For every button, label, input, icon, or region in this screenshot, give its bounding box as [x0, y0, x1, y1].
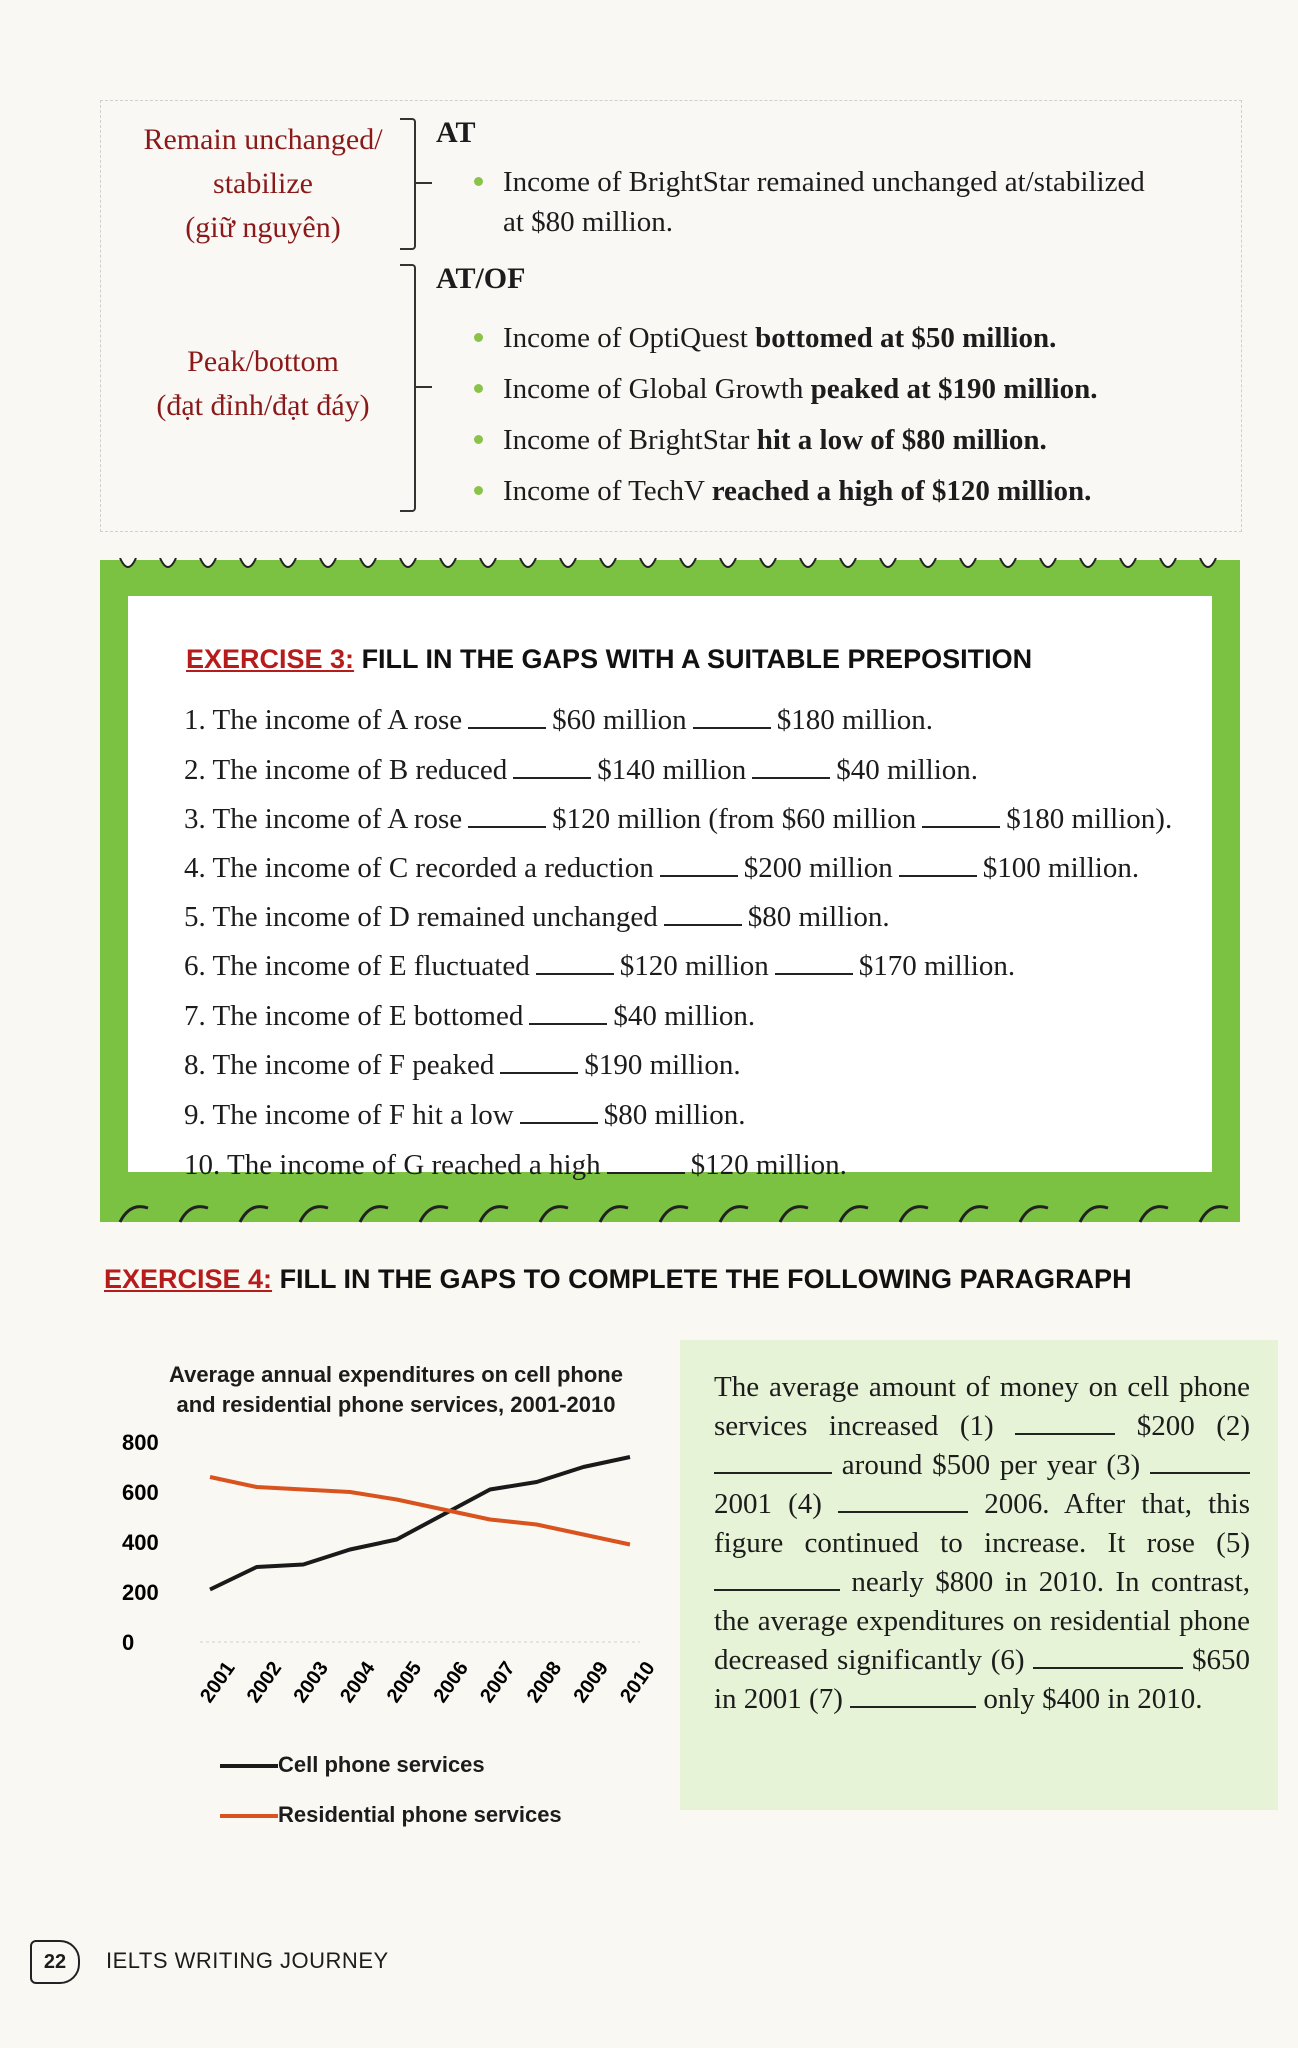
x-tick-label: 2008 — [522, 1657, 567, 1707]
answer-gap[interactable] — [660, 874, 738, 877]
exercise3-item-5 — [184, 901, 890, 934]
item-text: 5. The income of D remained unchanged — [184, 901, 658, 933]
paragraph-text: $200 (2) — [1136, 1410, 1251, 1442]
series-line-residential-phone — [210, 1477, 630, 1545]
brace-tick — [414, 386, 432, 388]
legend-swatch-residential — [220, 1814, 278, 1818]
answer-gap[interactable] — [664, 923, 742, 926]
stamp-bottom-edge — [100, 1198, 1240, 1224]
x-tick-label: 2009 — [569, 1657, 613, 1707]
paragraph-text: $650 in 2001 (7) — [714, 1644, 1251, 1715]
exercise3-item-8 — [184, 1049, 741, 1082]
y-tick-label: 0 — [122, 1630, 135, 1655]
exercise3-item-4 — [184, 852, 1139, 885]
example-text: Income of Global Growth — [503, 373, 811, 405]
example-text: Income of TechV — [503, 475, 712, 507]
example-brightstar-low — [474, 420, 1047, 460]
paragraph-text: nearly $800 in 2010. In contrast, the average expenditures on residential phone decreased significantly (6) — [714, 1566, 1250, 1676]
example-bold: reached a high of $120 million. — [711, 475, 1092, 507]
stamp-top-edge — [100, 558, 1240, 582]
x-tick-label: 2001 — [196, 1657, 240, 1707]
answer-gap[interactable] — [536, 972, 614, 975]
answer-gap[interactable] — [607, 1171, 685, 1174]
answer-gap[interactable] — [520, 1121, 598, 1124]
legend-cell-phone — [220, 1752, 485, 1778]
item-text: $40 million. — [613, 1000, 756, 1032]
exercise3-item-9 — [184, 1099, 746, 1132]
paragraph-text: around $500 per year (3) — [841, 1449, 1141, 1481]
item-text: 1. The income of A rose — [184, 704, 463, 736]
x-tick-label: 2004 — [336, 1657, 380, 1707]
example-brightstar-stabilized — [474, 162, 1145, 202]
x-tick-label: 2007 — [476, 1657, 520, 1707]
y-tick-label: 800 — [122, 1430, 159, 1455]
y-tick-label: 400 — [122, 1530, 159, 1555]
exercise3-panel — [128, 596, 1212, 1181]
paragraph-text: The average amount of money on cell phone services increased (1) — [714, 1371, 1250, 1442]
example-bold: bottomed at $50 million. — [755, 322, 1057, 354]
exercise3-item-10 — [184, 1149, 847, 1182]
item-text: $170 million. — [858, 950, 1016, 982]
example-continuation: at $80 million. — [503, 206, 673, 238]
term-line: (giữ nguyên) — [185, 211, 341, 244]
exercise4-label: EXERCISE 4: — [104, 1264, 273, 1294]
preposition-at: AT — [436, 116, 476, 149]
answer-gap[interactable] — [899, 874, 977, 877]
exercise3-title-text: FILL IN THE GAPS WITH A SUITABLE PREPOSITION — [354, 644, 1033, 674]
item-text: 4. The income of C recorded a reduction — [184, 852, 654, 884]
bullet-icon — [474, 333, 483, 342]
example-text: Income of BrightStar — [503, 424, 757, 456]
answer-gap-5[interactable] — [714, 1588, 840, 1591]
book-title: IELTS WRITING JOURNEY — [106, 1948, 389, 1973]
exercise3-title — [186, 644, 1032, 675]
example-global-growth — [474, 369, 1097, 409]
item-text: 7. The income of E bottomed — [184, 1000, 524, 1032]
item-text: $120 million (from $60 million — [552, 803, 917, 835]
term-line: Remain unchanged/ — [143, 123, 383, 156]
term-line: Peak/bottom — [187, 345, 339, 378]
exercise4-title-text: FILL IN THE GAPS TO COMPLETE THE FOLLOWING PARAGRAPH — [272, 1264, 1132, 1294]
item-text: $40 million. — [836, 754, 979, 786]
item-text: 10. The income of G reached a high — [184, 1149, 601, 1181]
term-line: stabilize — [213, 167, 313, 200]
term-remain-unchanged — [118, 118, 408, 250]
answer-gap-3[interactable] — [1150, 1471, 1250, 1474]
brace-group1 — [400, 118, 416, 250]
paragraph-text: 2006. After that, this figure continued to increase. It rose (5) — [714, 1488, 1251, 1559]
y-tick-label: 200 — [122, 1580, 159, 1605]
chart-title — [136, 1360, 656, 1420]
paragraph-text: only $400 in 2010. — [983, 1683, 1203, 1715]
term-line: (đạt đỉnh/đạt đáy) — [156, 389, 370, 422]
page-number: 22 — [30, 1940, 80, 1984]
chart-title-line: and residential phone services, 2001-2010 — [176, 1392, 616, 1417]
x-tick-label: 2010 — [616, 1657, 660, 1707]
bullet-icon — [474, 384, 483, 393]
answer-gap-1[interactable] — [1015, 1432, 1115, 1435]
series-line-cell-phone — [210, 1457, 630, 1590]
item-text: 8. The income of F peaked — [184, 1049, 495, 1081]
brace-group2 — [400, 264, 416, 512]
legend-swatch-cell — [220, 1764, 278, 1768]
item-text: $120 million. — [690, 1149, 847, 1181]
exercise3-stamp-frame — [100, 560, 1240, 1222]
x-tick-label: 2006 — [429, 1657, 473, 1707]
example-bold: hit a low of $80 million. — [756, 424, 1047, 456]
exercise4-title — [104, 1264, 1132, 1295]
item-text: 6. The income of E fluctuated — [184, 950, 530, 982]
preposition-at-of: AT/OF — [436, 262, 526, 295]
legend-label: Cell phone services — [278, 1752, 485, 1777]
example-text: Income of BrightStar remained unchanged at/stabilized — [503, 166, 1145, 198]
exercise3-item-7 — [184, 1000, 755, 1033]
item-text: $190 million. — [584, 1049, 741, 1081]
brace-tick — [414, 182, 432, 184]
item-text: $180 million). — [1006, 803, 1173, 835]
answer-gap[interactable] — [500, 1071, 578, 1074]
exercise3-item-2 — [184, 754, 978, 787]
answer-gap-4[interactable] — [838, 1510, 968, 1513]
answer-gap-7[interactable] — [850, 1705, 976, 1708]
item-text: $180 million. — [776, 704, 933, 736]
answer-gap-2[interactable] — [714, 1471, 832, 1474]
chart-title-line: Average annual expenditures on cell phone — [169, 1362, 623, 1387]
chart-plot — [110, 1430, 670, 1760]
answer-gap[interactable] — [752, 776, 830, 779]
exercise3-item-1 — [184, 704, 933, 737]
item-text: $60 million — [552, 704, 687, 736]
answer-gap[interactable] — [468, 726, 546, 729]
item-text: $200 million — [743, 852, 893, 884]
x-tick-label: 2003 — [289, 1657, 333, 1707]
example-bold: peaked at $190 million. — [810, 373, 1098, 405]
item-text: $80 million. — [747, 901, 890, 933]
item-text: $140 million — [597, 754, 747, 786]
term-peak-bottom — [118, 340, 408, 428]
item-text: $100 million. — [982, 852, 1140, 884]
x-tick-label: 2005 — [382, 1657, 427, 1707]
answer-gap[interactable] — [529, 1022, 607, 1025]
exercise3-item-3 — [184, 803, 1172, 836]
bullet-icon — [474, 486, 483, 495]
answer-gap[interactable] — [468, 825, 546, 828]
answer-gap[interactable] — [693, 726, 771, 729]
item-text: $80 million. — [603, 1099, 746, 1131]
expenditure-chart — [110, 1360, 670, 1860]
paragraph-text: 2001 (4) — [714, 1488, 822, 1520]
exercise3-label: EXERCISE 3: — [186, 644, 355, 674]
answer-gap[interactable] — [775, 972, 853, 975]
y-tick-label: 600 — [122, 1480, 159, 1505]
item-text: $120 million — [619, 950, 769, 982]
exercise4-paragraph-box — [680, 1340, 1278, 1810]
example-optiquest — [474, 318, 1056, 358]
answer-gap[interactable] — [922, 825, 1000, 828]
exercise4-paragraph — [714, 1368, 1250, 1719]
x-tick-label: 2002 — [242, 1657, 287, 1707]
legend-residential-phone — [220, 1802, 562, 1828]
answer-gap[interactable] — [513, 776, 591, 779]
bullet-icon — [474, 435, 483, 444]
legend-label: Residential phone services — [278, 1802, 562, 1827]
bullet-icon — [474, 177, 483, 186]
item-text: 9. The income of F hit a low — [184, 1099, 514, 1131]
answer-gap-6[interactable] — [1033, 1666, 1183, 1669]
example-techv — [474, 471, 1091, 511]
example-text: Income of OptiQuest — [503, 322, 756, 354]
item-text: 2. The income of B reduced — [184, 754, 508, 786]
exercise3-item-6 — [184, 950, 1015, 983]
item-text: 3. The income of A rose — [184, 803, 463, 835]
